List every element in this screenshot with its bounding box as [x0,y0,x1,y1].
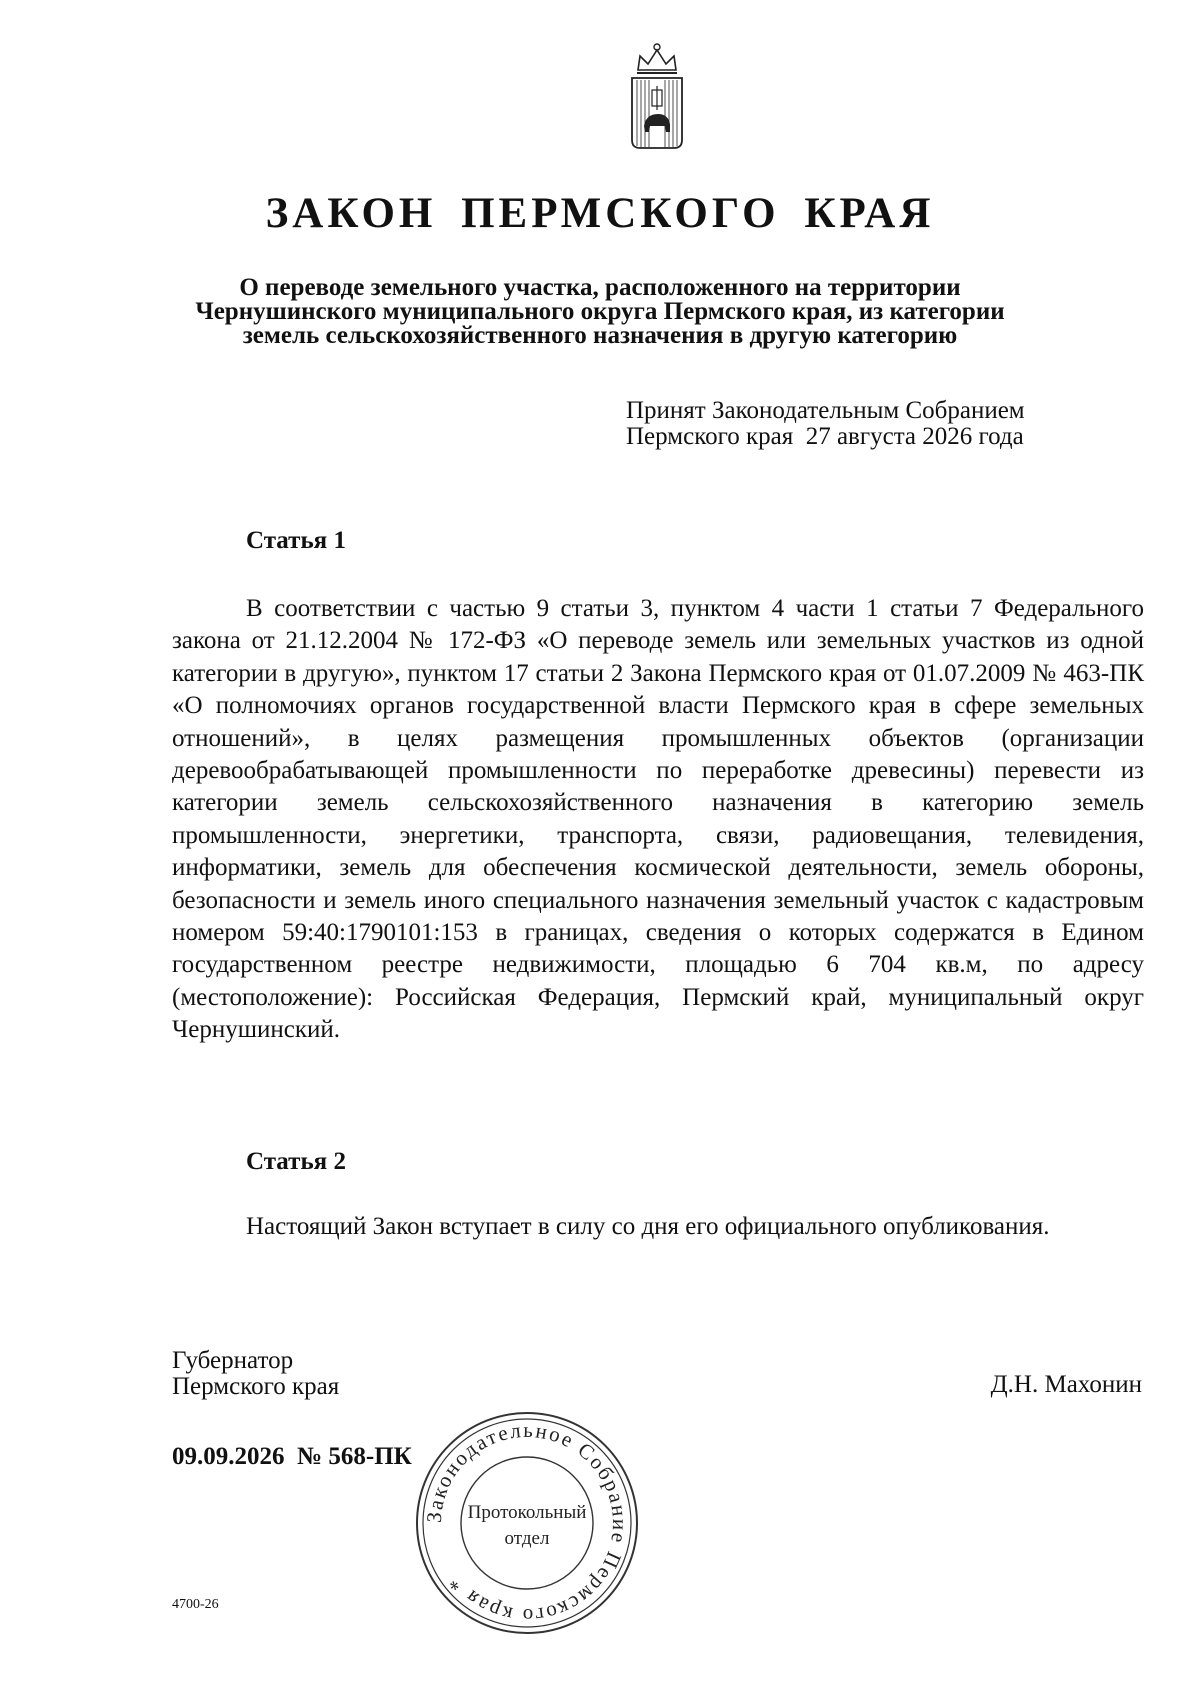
seal-center-line: отдел [504,1528,550,1549]
article-2-heading: Статья 2 [246,1148,346,1175]
adoption-note [626,398,1025,450]
official-seal [414,1410,640,1636]
article-1-text: В соответствии с частью 9 статьи 3, пунктом 4 части 1 статьи 7 Федерального закона от 21.12.2004 № 172-ФЗ «О переводе земель или земельных участков из одной категории в другую», пунктом 17 статьи 2 Закона Пермского края от 01.07.2009 № 463-ПК «О полномочиях органов государственной власти Пермского края в сфере земельных отношений», в целях размещения промышленных объектов (организации деревообрабатывающей промышленности по переработке древесины) перевести из категории земель сельскохозяйственного назначения в категорию земель промышленности, энергетики, транспорта, связи, радиовещания, телевидения, информатики, земель для обеспечения космической деятельности, земель обороны, безопасности и земель иного специального назначения земельный участок с кадастровым номером 59:40:1790101:153 в границах, сведения о которых содержатся в Едином государственном реестре недвижимости, площадью 6 704 кв.м, по адресу (местоположение): Российская Федерация, Пермский край, муниципальный округ Чернушинский. [172,595,1144,1044]
law-date-number: 09.09.2026 № 568-ПК [172,1443,412,1470]
signatory-name: Д.Н. Махонин [990,1371,1142,1398]
seal-center-line: Протокольный [467,1502,587,1523]
subtitle-line: Чернушинского муниципального округа Пермского края, из категории [195,298,1005,325]
signatory-title-line: Губернатор [172,1347,294,1374]
law-subtitle [160,276,1040,348]
signatory-title [172,1348,339,1400]
subtitle-line: земель сельскохозяйственного назначения в другую категорию [242,322,958,349]
document-code: 4700-26 [172,1597,219,1612]
adoption-line: Пермского края 27 августа 2026 года [626,423,1024,450]
seal-ring-text: Законодательное Собрание Пермского края * [421,1417,633,1629]
adoption-line: Принят Законодательным Собранием [626,397,1025,424]
perm-krai-coat-of-arms-icon [628,40,686,152]
article-2-text: Настоящий Закон вступает в силу со дня его официального опубликования. [246,1213,1050,1240]
subtitle-line: О переводе земельного участка, расположенного на территории [239,274,961,301]
article-1-heading: Статья 1 [246,527,346,554]
signatory-title-line: Пермского края [172,1373,340,1400]
law-title: ЗАКОН ПЕРМСКОГО КРАЯ [265,190,935,237]
